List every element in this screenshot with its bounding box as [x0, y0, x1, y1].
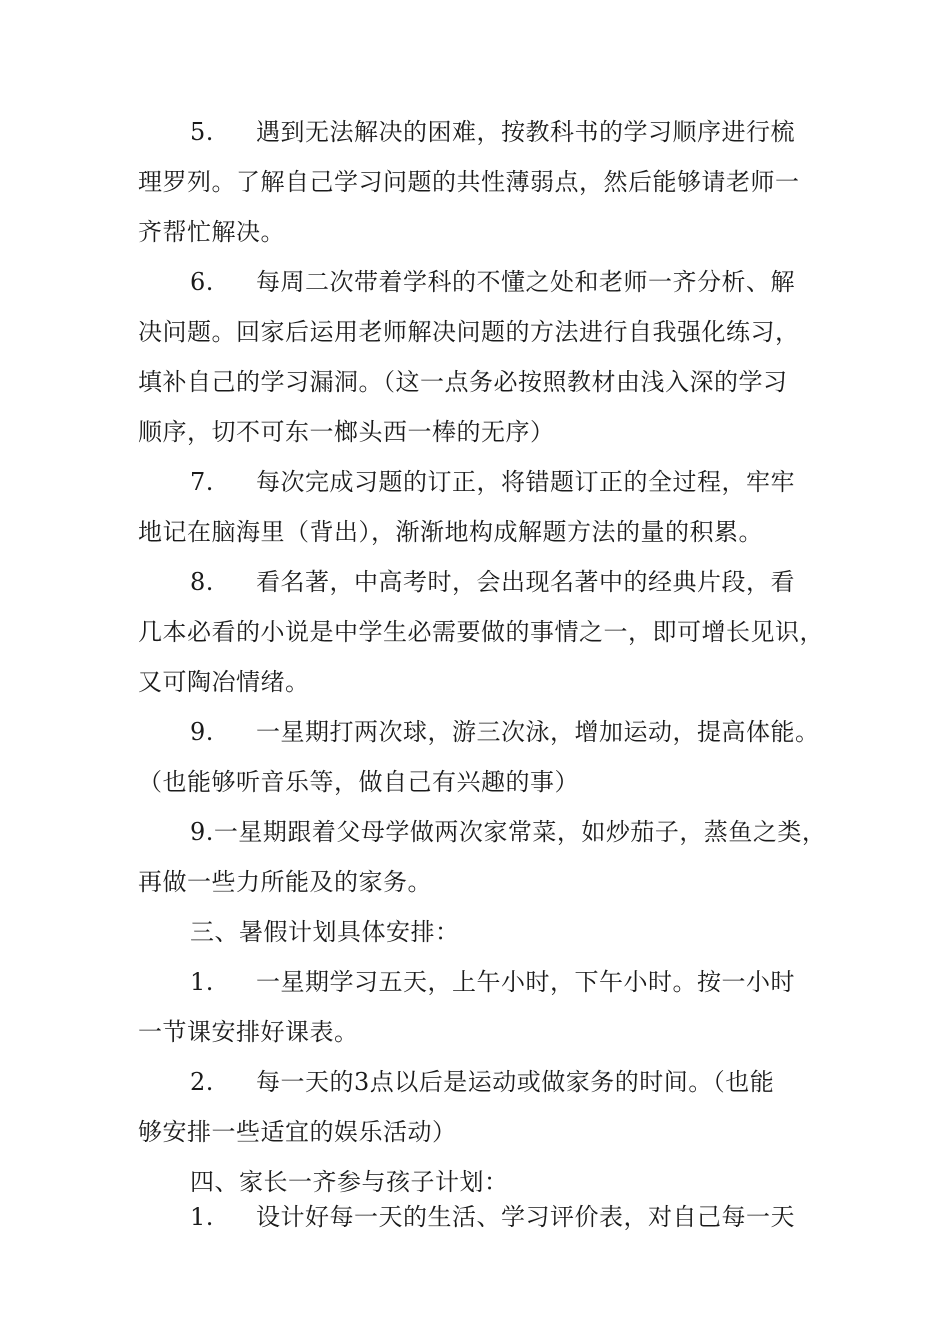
- item-number: 1.: [190, 968, 214, 996]
- text-line-5: [138, 315, 800, 349]
- line-text: 每周二次带着学科的不懂之处和老师一齐分析、解: [256, 268, 795, 296]
- line-text: 够安排一些适宜的娱乐活动）: [138, 1118, 457, 1146]
- line-text: 每一天的3点以后是运动或做家务的时间。（也能: [256, 1068, 775, 1096]
- text-line-18: [190, 965, 795, 999]
- line-text: 一星期学习五天，上午小时，下午小时。按一小时: [256, 968, 795, 996]
- section-heading-4: [190, 1165, 509, 1199]
- item-number: 2.: [190, 1068, 214, 1096]
- text-line-23: [190, 1200, 795, 1234]
- line-text: 设计好每一天的生活、学习评价表，对自己每一天: [256, 1203, 795, 1231]
- text-line-8: [190, 465, 795, 499]
- text-line-21: [138, 1115, 457, 1149]
- text-line-19: [138, 1015, 359, 1049]
- text-line-16: [138, 865, 432, 899]
- line-text: 遇到无法解决的困难，按教科书的学习顺序进行梳: [256, 118, 795, 146]
- line-text: 理罗列。了解自己学习问题的共性薄弱点，然后能够请老师一: [138, 168, 800, 196]
- line-text: （也能够听音乐等，做自己有兴趣的事）: [138, 768, 579, 796]
- text-line-12: [138, 665, 310, 699]
- text-line-10: [190, 565, 795, 599]
- line-text: 再做一些力所能及的家务。: [138, 868, 432, 896]
- line-text: 一星期打两次球，游三次泳，增加运动，提高体能。: [256, 718, 820, 746]
- item-number: 9.: [190, 718, 214, 746]
- line-text: 填补自己的学习漏洞。（这一点务必按照教材由浅入深的学习: [138, 368, 788, 396]
- line-text: 齐帮忙解决。: [138, 218, 285, 246]
- item-number: 6.: [190, 268, 214, 296]
- line-text: 一节课安排好课表。: [138, 1018, 359, 1046]
- text-line-9: [138, 515, 763, 549]
- item-number: 7.: [190, 468, 214, 496]
- text-line-7: [138, 415, 555, 449]
- text-line-15: [190, 815, 826, 849]
- text-line-4: [190, 265, 795, 299]
- line-text: 决问题。回家后运用老师解决问题的方法进行自我强化练习，: [138, 318, 800, 346]
- text-line-20: [190, 1065, 774, 1099]
- line-text: 三、暑假计划具体安排：: [190, 918, 460, 946]
- item-number: 5.: [190, 118, 214, 146]
- line-text: 几本必看的小说是中学生必需要做的事情之一，即可增长见识，: [138, 618, 824, 646]
- text-line-1: [190, 115, 795, 149]
- item-number: 1.: [190, 1203, 214, 1231]
- line-text: 9.一星期跟着父母学做两次家常菜，如炒茄子，蒸鱼之类，: [190, 818, 827, 846]
- line-text: 看名著，中高考时，会出现名著中的经典片段，看: [256, 568, 795, 596]
- line-text: 又可陶冶情绪。: [138, 668, 310, 696]
- text-line-6: [138, 365, 788, 399]
- item-number: 8.: [190, 568, 214, 596]
- text-line-13: [190, 715, 820, 749]
- line-text: 顺序，切不可东一榔头西一棒的无序）: [138, 418, 555, 446]
- line-text: 每次完成习题的订正，将错题订正的全过程，牢牢: [256, 468, 795, 496]
- line-text: 地记在脑海里（背出），渐渐地构成解题方法的量的积累。: [138, 518, 763, 546]
- text-line-11: [138, 615, 824, 649]
- text-line-2: [138, 165, 800, 199]
- text-line-3: [138, 215, 285, 249]
- text-line-14: [138, 765, 579, 799]
- section-heading-3: [190, 915, 460, 949]
- line-text: 四、家长一齐参与孩子计划：: [190, 1168, 509, 1196]
